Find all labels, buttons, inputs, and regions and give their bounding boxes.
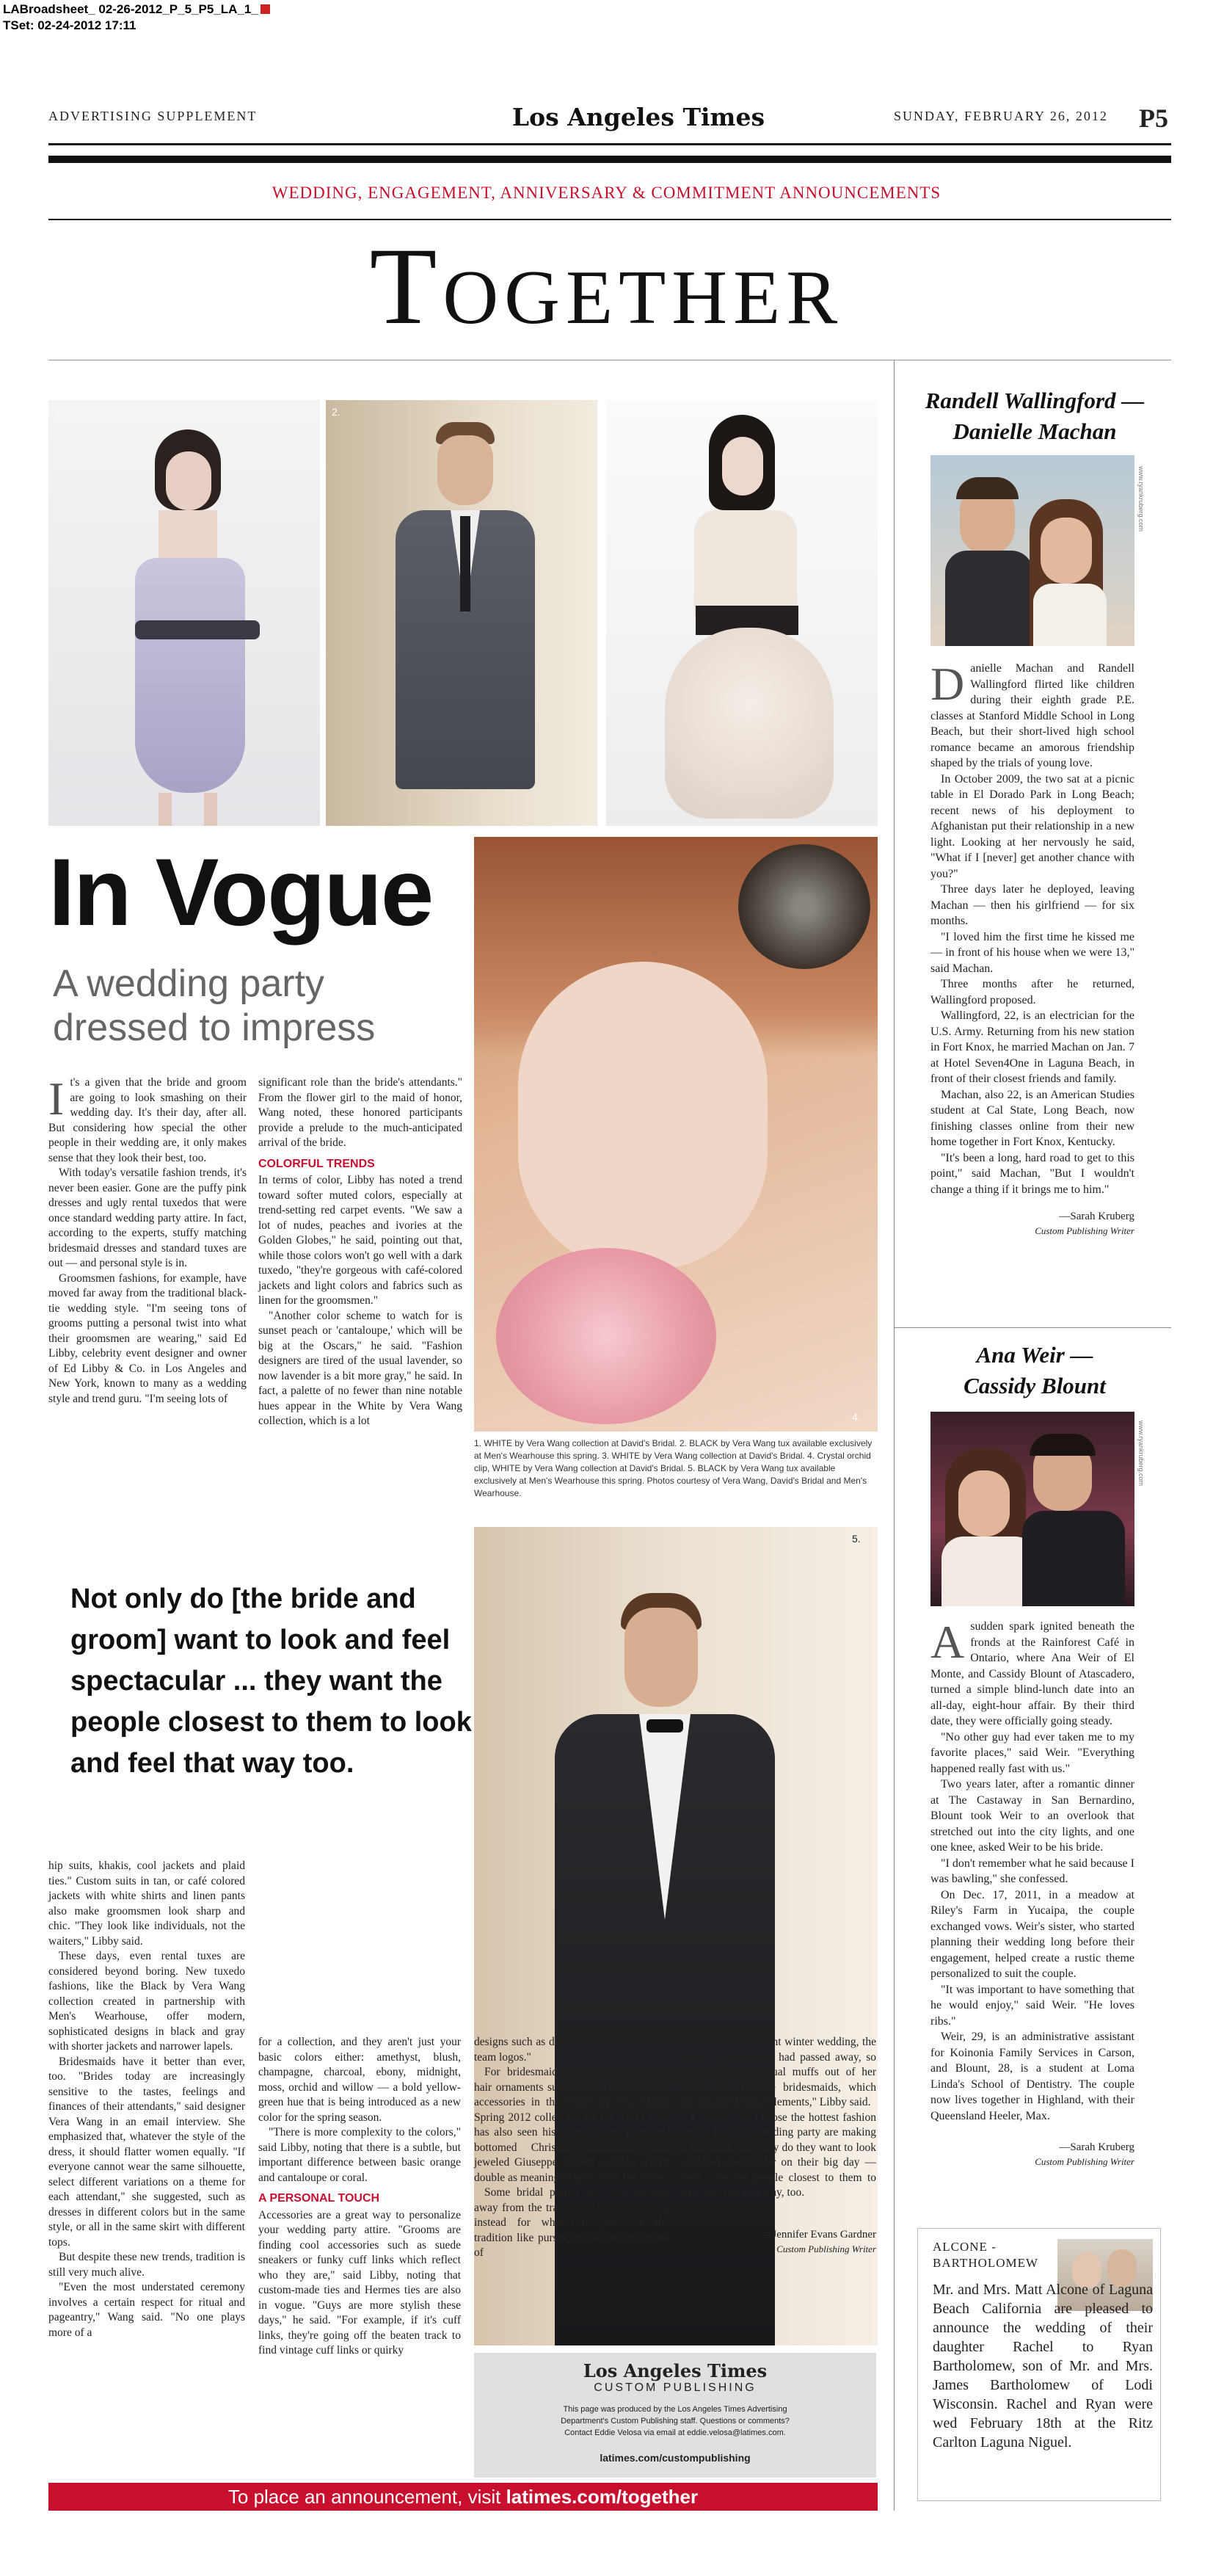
announcement-2-text [930, 1616, 1134, 2169]
announcement-3-text: Mr. and Mrs. Matt Alcone of Laguna Beach California are pleased to announce the wedding of their daughter Rachel to Ryan Bartholomew, son of Mr. and Mrs. James Bartholomew of Lodi Wisconsin. Rachel and Ryan were wed February 18th at the Ritz Carlton Laguna Niguel. [933, 2282, 1153, 2450]
section-heading: A PERSONAL TOUCH [258, 2192, 380, 2205]
paragraph: "Another color scheme to watch for is sunset peach or 'cantaloupe,' which will be big at the Oscars," he said. "Fashion designers are tired of the usual lavender, so now lavender is a bit more gray," he said. In fact, a palette of no fewer than nine notable hues appear in the White by Vera Wang collection, which is a lot [258, 1309, 462, 1427]
announcement-3-title [933, 2239, 1038, 2271]
slug-marker-icon [261, 4, 270, 14]
article-headline: In Vogue [48, 838, 433, 946]
header-rule-thin [48, 143, 1171, 145]
drop-cap: I [48, 1073, 65, 1125]
title-line: BARTHOLOMEW [933, 2256, 1039, 2270]
photo-number-5: 5. [852, 1533, 861, 1545]
paragraph: "There is more complexity to the colors," said Libby, noting that there is a subtle, but important difference between basic orange and cantaloupe or coral. [258, 2126, 461, 2184]
subhead-line-2: dressed to impress [53, 1006, 376, 1049]
article-column-6 [681, 2035, 876, 2257]
paragraph: Machan, also 22, is an American Studies student at Cal State, Long Beach, now finishing classes online from their new home together in Fort Knox, Kentucky. [930, 1088, 1134, 1148]
paragraph: designs such as dice, lions heads or sports team logos." [474, 2036, 669, 2064]
subhead-line-1: A wedding party [53, 962, 325, 1005]
title-line: ALCONE - [933, 2240, 997, 2254]
article-column-4 [258, 2035, 461, 2359]
paragraph: Bridesmaids have it better than ever, too. "Brides today are increasingly sensitive to the tastes, feelings and finances of their attendants," said designer Vera Wang in an email interview. She emphasized that, whatever the style of the dress, it should flatter women equally. "If everyone cannot wear the same silhouette, select different variations on a theme for each attendant," she suggested, such as dresses in different colors but in the same style, or all in the same skirt with different tops. [48, 2055, 245, 2249]
paragraph: "It's been a long, hard road to get to this point," said Machan, "But I wouldn't change a thing if it brings me to him." [930, 1151, 1134, 1196]
drop-cap: D [930, 658, 965, 710]
byline-role: Custom Publishing Writer [776, 2243, 876, 2254]
byline-name: —Jennifer Evans Gardner [761, 2228, 876, 2241]
article-subhead [53, 962, 375, 1050]
section-banner: WEDDING, ENGAGEMENT, ANNIVERSARY & COMMITMENT ANNOUNCEMENTS [272, 184, 941, 202]
article-column-2 [258, 1075, 462, 1429]
title-line: Cassidy Blount [964, 1373, 1106, 1398]
article-byline [681, 2227, 876, 2257]
paragraph: Couples who choose the hottest fashion trends for their wedding party are making a statement. Not only do they want to look and feel spectacular on their big day — they want the people closest to them to look and feel that way, too. [681, 2111, 876, 2199]
footer-link[interactable]: latimes.com/together [506, 2486, 699, 2508]
photo-number-4: 4. [852, 1411, 861, 1423]
header-rule-thick [48, 156, 1171, 163]
footer-banner [48, 2483, 878, 2511]
paragraph: "No other guy had ever taken me to my favorite places," said Weir. "Everything happened really fast with us." [930, 1730, 1134, 1775]
cp-logo: Los Angeles Times [583, 2360, 768, 2381]
announcement-1-text [930, 658, 1134, 1238]
paragraph: Groomsmen fashions, for example, have moved far away from the traditional black-tie wedding style. "I'm seeing tons of grooms putting a personal twist into what their groomsmen are wearing," said Ed Libby, celebrity event designer and owner of Ed Libby & Co. in Los Angeles and New York, known to many as a wedding style and trend guru. "I'm seeing lots of [48, 1271, 247, 1405]
paragraph: On Dec. 17, 2011, in a meadow at Riley's Farm in Yucaipa, the couple exchanged vows. Weir's sister, who started planning their wedding long before their engagement, helped create a rustic theme personalized to suit the couple. [930, 1888, 1134, 1980]
page-title: Together [369, 225, 844, 347]
paragraph: Three days later he deployed, leaving Machan — then his girlfriend — for six months. [930, 883, 1134, 927]
photo-number-1: 1. [54, 406, 63, 418]
credit-role: Custom Publishing Writer [1035, 1225, 1134, 1236]
credit-role: Custom Publishing Writer [1035, 2156, 1134, 2167]
cp-note-line: This page was produced by the Los Angeles Times Advertising [563, 2405, 787, 2414]
paragraph: In terms of color, Libby has noted a trend toward softer muted colors, especially at trend-setting red carpet events. "We saw a lot of nudes, peaches and ivories at the Golden Globes," he said, pointing out that, while those colors won't go well with a dark tuxedo, "they're gorgeous with café-colored jackets and light colors and fabrics such as linen for the groomsmen." [258, 1174, 462, 1307]
paragraph: flowers. "For a recent winter wedding, the bride's grandmother had passed away, so we created individual muffs out of her mink stole for the bridesmaids, which incorporated floral elements," Libby said. [681, 2036, 876, 2108]
paragraph: Some bridal parties are even moving away from the traditional bouquet, opting instead for whimsical spins on the tradition like purses or clutches made out of [474, 2186, 669, 2259]
cp-url[interactable]: latimes.com/custompublishing [600, 2452, 751, 2464]
custom-publishing-box [474, 2353, 876, 2478]
paragraph: "It was important to have something that he would enjoy," said Weir. "He loves ribs." [930, 1983, 1134, 2028]
paragraph: for a collection, and they aren't just your basic colors either: amethyst, blush, champagne, charcoal, ebony, midnight, moss, orchid and willow — a bold yellow-green hue that is being introduced as a new color for the spring season. [258, 2036, 461, 2124]
paragraph: sudden spark ignited beneath the fronds at the Rainforest Café in Ontario, where Ana Weir of El Monte, and Cassidy Blount of Atascadero, turned a simple blind-lunch date into an all-day, eight-hour affair. By their third date, they were officially going steady. [930, 1620, 1134, 1727]
announcement-3-box [917, 2228, 1161, 2501]
slug-text: LABroadsheet_ 02-26-2012_P_5_P5_LA_1_ [3, 2, 258, 16]
column-divider [894, 360, 895, 2511]
paragraph: For bridesmaids, custom jewelry and hair ornaments such as the floral-inspired accessories in the White by Vera Wang Spring 2012 collection are hot. But Libby has also seen his share of matching red-bottomed Christian Louboutins and jeweled Giuseppe Zanotti sandals, which double as meaningful gifts from the bride. [474, 2066, 669, 2184]
article-column-1 [48, 1075, 247, 1407]
cp-subtitle: CUSTOM PUBLISHING [594, 2381, 757, 2394]
paragraph: In October 2009, the two sat at a picnic table in El Dorado Park in Long Beach; recent news of his deployment to Afghanistan put their relationship in a new light. Looking at her nervously he said, "What if I [never] get another chance with you?" [930, 772, 1134, 880]
paragraph: "I don't remember what he said because I was bawling," she confessed. [930, 1857, 1134, 1885]
title-line: Randell Wallingford — [925, 388, 1145, 413]
cp-note-line: Contact Eddie Velosa via email at eddie.velosa@latimes.com. [564, 2428, 786, 2437]
paragraph: But despite these new trends, tradition is still very much alive. [48, 2251, 245, 2279]
announcement-1-photo [930, 455, 1134, 646]
cp-note-line: Department's Custom Publishing staff. Questions or comments? [561, 2417, 790, 2426]
paragraph: Accessories are a great way to personalize your wedding party attire. "Grooms are finding cool accessories such as suede sneakers or funky cuff links which reflect who they are," said Libby, noting that custom-made ties and Hermes ties are also in vogue. "Guys are more stylish these days," he said. "For example, if it's cuff links, they're going off the beaten track to find vintage cuff links or quirky [258, 2208, 461, 2357]
drop-cap: A [930, 1616, 965, 1668]
paragraph: significant role than the bride's attendants." From the flower girl to the maid of honor, Wang noted, these honored participants provide a prelude to the much-anticipated arrival of the bride. [258, 1076, 462, 1149]
article-column-5 [474, 2035, 669, 2261]
paragraph: Wallingford, 22, is an electrician for the U.S. Army. Returning from his new station in Fort Knox, he married Machan on Jan. 7 at Hotel Seven4One in Laguna Beach, in front of their closest friends and family. [930, 1009, 1134, 1085]
section-heading: COLORFUL TRENDS [258, 1157, 375, 1170]
paragraph: "Even the most understated ceremony involves a certain respect for ritual and pageantry," Wang said. "No one plays more of a [48, 2281, 245, 2339]
issue-date: SUNDAY, FEBRUARY 26, 2012 [894, 109, 1108, 123]
announcement-2-title [906, 1340, 1163, 1401]
photo-white-dress [606, 400, 878, 826]
article-column-3 [48, 1859, 245, 2340]
photo-lavender-dress [48, 400, 320, 826]
slug-line-2: TSet: 02-24-2012 17:11 [3, 18, 136, 32]
paragraph: Weir, 29, is an administrative assistant for Koinonia Family Services in Carson, and Blount, 28, is a student at Loma Linda's School of Dentistry. The couple now lives together in Highland, with their Queensland Heeler, Max. [930, 2031, 1134, 2122]
photo-bride-closeup [474, 837, 878, 1432]
photo-number-3: 3. [612, 406, 621, 418]
paragraph: Two years later, after a romantic dinner at The Castaway in San Bernardino, Blount took Weir to an overlook that stretched out into the city lights, and one one knee, asked Weir to be his bride. [930, 1778, 1134, 1854]
page-number: P5 [1139, 104, 1168, 133]
paragraph: Three months after he returned, Wallingford proposed. [930, 978, 1134, 1006]
announcement-2-credit [930, 2140, 1134, 2169]
cp-note [474, 2403, 876, 2439]
announcement-1-credit [930, 1209, 1134, 1238]
pull-quote: Not only do [the bride and groom] want to look and feel spectacular ... they want the people closest to them to look and feel that way too. [70, 1583, 472, 1779]
paragraph: "I loved him the first time he kissed me — in front of his house when we were 13," said Machan. [930, 930, 1134, 975]
announcement-2-photo-credit: www.ryankruberg.com [1137, 1421, 1145, 1487]
paragraph: anielle Machan and Randell Wallingford flirted like children during their eighth grade P.E. classes at Stanford Middle School in Long Beach, but their short-lived high school romance became an amorous friendship shaped by the trials of young love. [930, 662, 1134, 769]
masthead: Los Angeles Times [511, 103, 765, 131]
footer-text: To place an announcement, visit [227, 2486, 501, 2508]
slug-line-1 [3, 1, 270, 18]
paragraph: t's a given that the bride and groom are going to look smashing on their wedding day. It's their day, after all. But considering how special the other people in their wedding are, it only makes sense that they look their best, too. [48, 1076, 247, 1164]
announcement-1-title [906, 385, 1163, 447]
credit-name: —Sarah Kruberg [1059, 1211, 1134, 1222]
paragraph: These days, even rental tuxes are considered beyond boring. New tuxedo fashions, like the Black by Vera Wang collection created in partnership with Men's Wearhouse, offer modern, sophisticated designs in black and gray with shorter jackets and narrower lapels. [48, 1950, 245, 2053]
advertising-supplement-label: ADVERTISING SUPPLEMENT [48, 109, 258, 123]
paragraph: hip suits, khakis, cool jackets and plaid ties." Custom suits in tan, or café colored jackets with white shirts and linen pants also make groomsmen look sharp and chic. "They look like individuals, not the waiters," Libby said. [48, 1860, 245, 1948]
title-line: Ana Weir — [976, 1342, 1093, 1368]
credit-name: —Sarah Kruberg [1059, 2141, 1134, 2153]
title-line: Danielle Machan [952, 418, 1117, 444]
announcement-2-photo [930, 1412, 1134, 1606]
photo-number-2: 2. [332, 406, 340, 418]
paragraph: With today's versatile fashion trends, it's never been easier. Gone are the puffy pink dresses and ugly rental tuxedos that were once standard wedding party attire. In fact, according to the experts, stuffy matching bridesmaid dresses and standard tuxes are out — and personal style is in. [48, 1167, 247, 1269]
photo-caption: 1. WHITE by Vera Wang collection at David's Bridal. 2. BLACK by Vera Wang tux available exclusively at Men's Wearhouse this spring. 3. WHITE by Vera Wang collection at David's Bridal. 4. Crystal orchid clip, WHITE by Vera Wang collection at David's Bridal. 5. BLACK by Vera Wang tux available exclusively at Men's Wearhouse this spring. Photos courtesy of Vera Wang, David's Bridal and Men's Wearhouse. [474, 1438, 873, 1498]
announcement-divider [894, 1327, 1171, 1328]
photo-grey-suit [326, 400, 597, 826]
print-slug [3, 1, 270, 34]
announcement-1-photo-credit: www.ryankruberg.com [1137, 466, 1145, 532]
